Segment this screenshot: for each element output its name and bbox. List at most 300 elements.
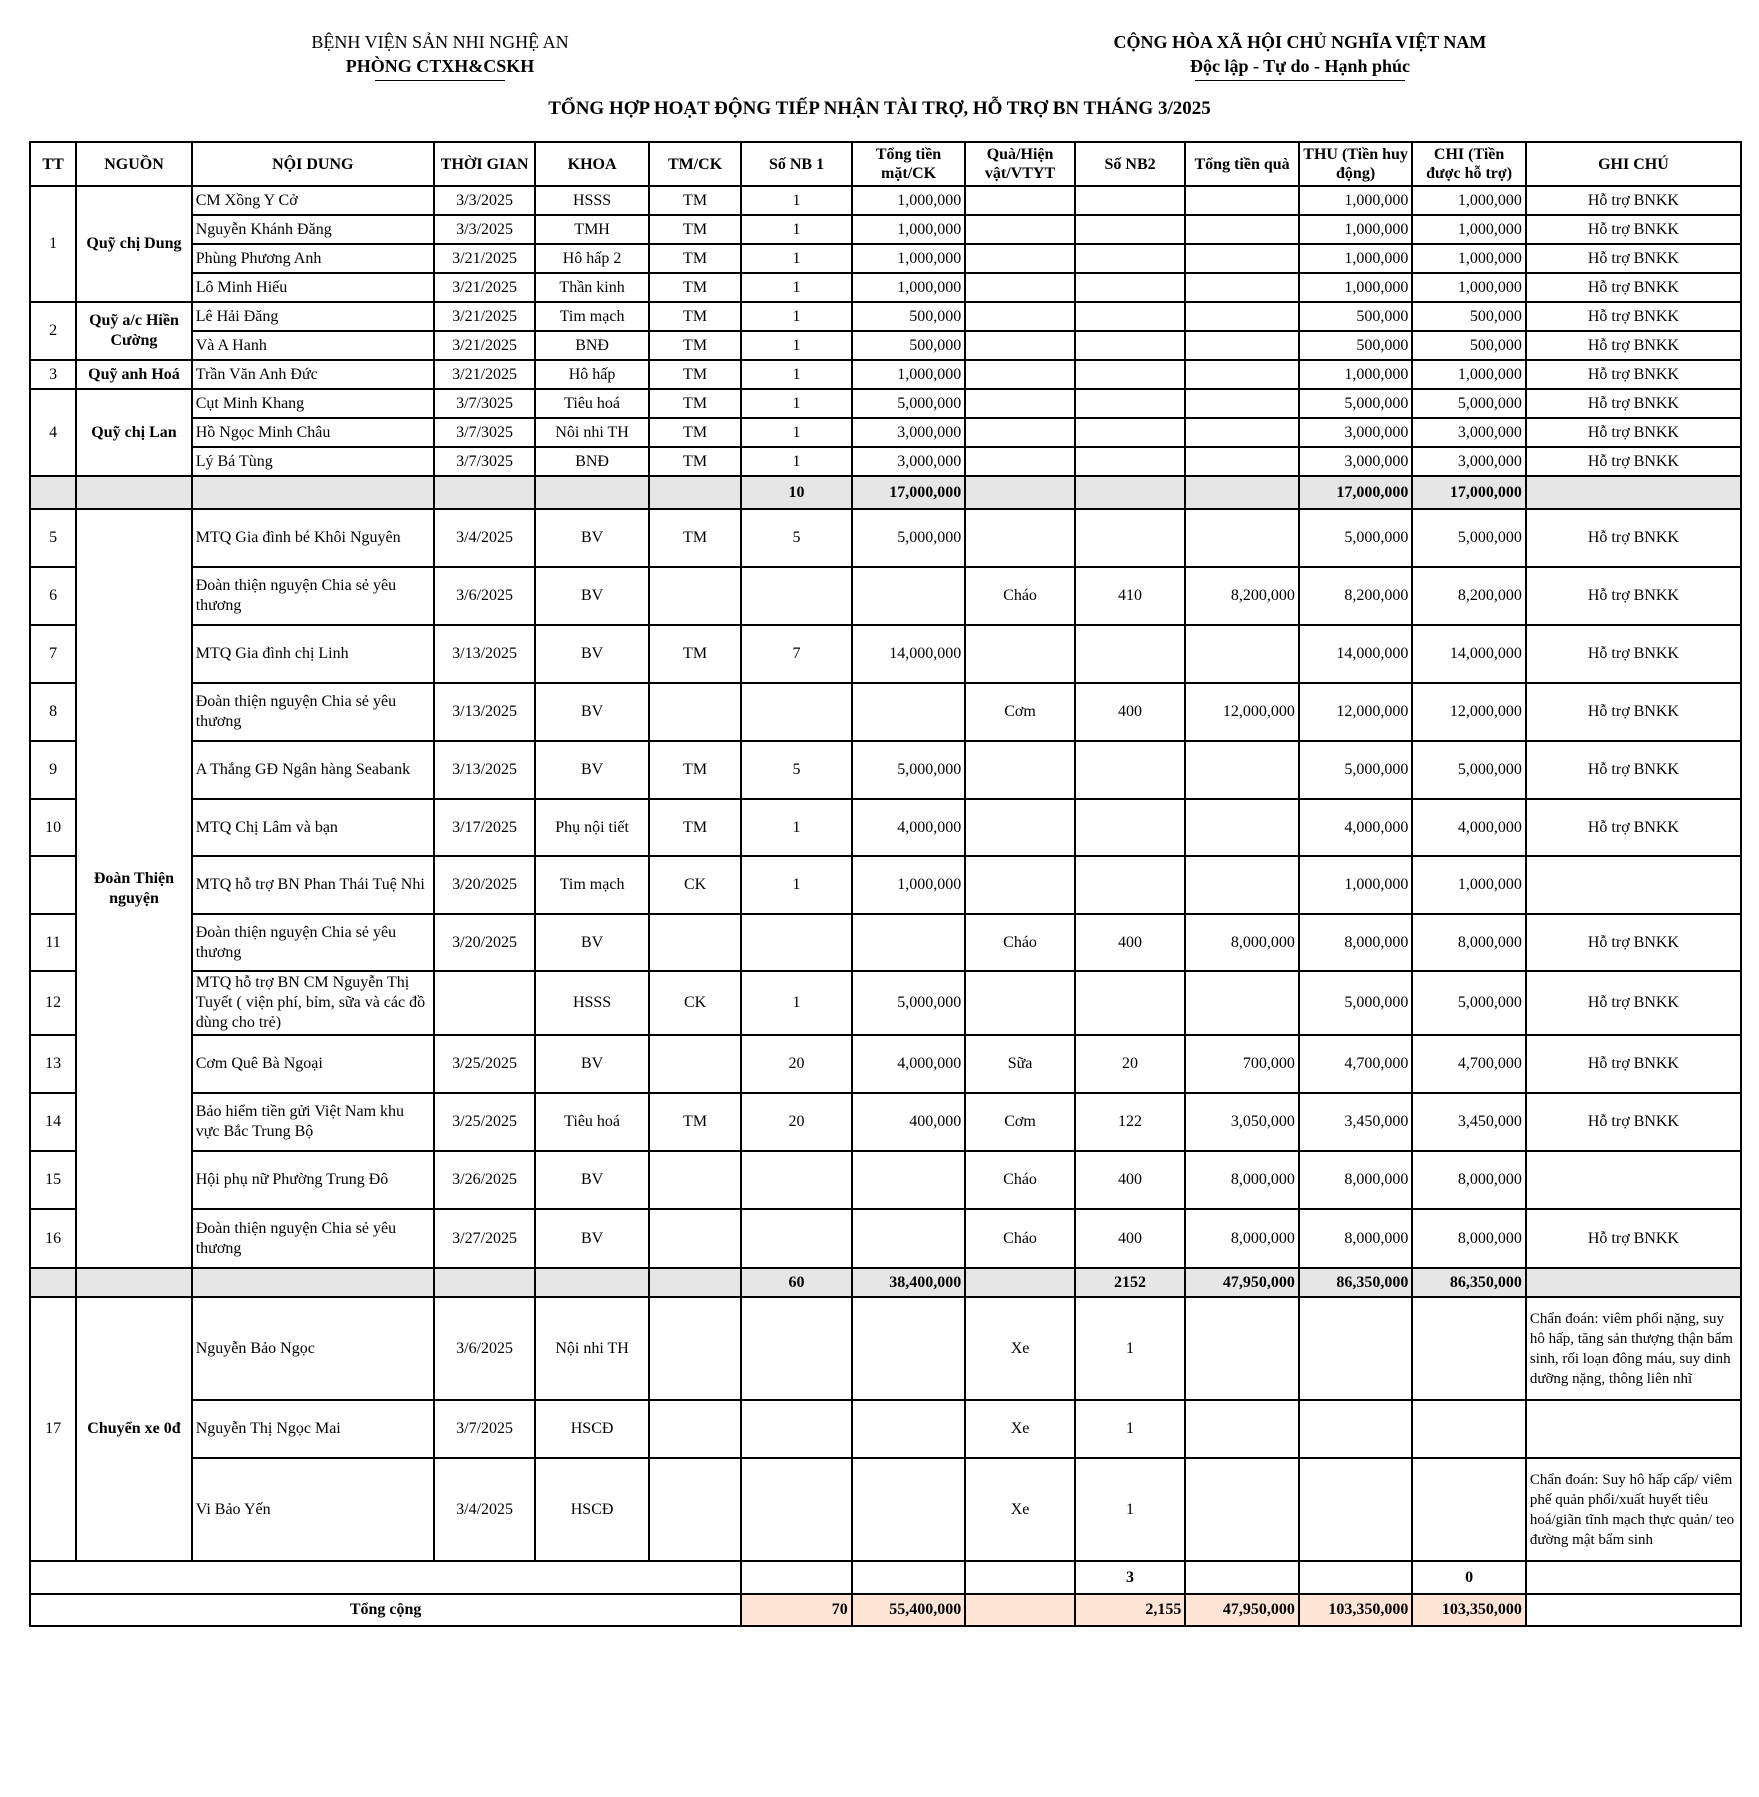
dept-cell: Tim mạch xyxy=(535,856,649,914)
giftval-cell: 8,000,000 xyxy=(1185,1151,1299,1209)
nb1-cell: 1 xyxy=(741,186,852,215)
nb1-cell: 1 xyxy=(741,447,852,476)
tmck-cell xyxy=(649,1458,741,1561)
dept-cell: BNĐ xyxy=(535,447,649,476)
group3-body xyxy=(30,1297,1741,1626)
thu-cell: 8,000,000 xyxy=(1299,1209,1413,1268)
giftval-cell xyxy=(1185,360,1299,389)
empty-cell xyxy=(965,1561,1075,1594)
grand-total-thu: 103,350,000 xyxy=(1299,1594,1413,1626)
empty-cell xyxy=(1526,1594,1741,1626)
empty-cell xyxy=(965,1594,1075,1626)
note-cell: Hỗ trợ BNKK xyxy=(1526,1093,1741,1151)
note-cell: Hỗ trợ BNKK xyxy=(1526,914,1741,971)
empty-cell xyxy=(434,1268,535,1297)
col-nb1: Số NB 1 xyxy=(741,142,852,186)
chi-cell: 500,000 xyxy=(1412,302,1526,331)
nb1-cell: 5 xyxy=(741,741,852,799)
content-cell: Lê Hải Đăng xyxy=(192,302,434,331)
col-chi: CHI (Tiền được hỗ trợ) xyxy=(1412,142,1526,186)
time-cell: 3/21/2025 xyxy=(434,360,535,389)
tt-cell: 7 xyxy=(30,625,76,683)
org-header xyxy=(230,30,650,81)
cash-cell: 14,000,000 xyxy=(852,625,966,683)
grand-total-giftval: 47,950,000 xyxy=(1185,1594,1299,1626)
cash-cell: 1,000,000 xyxy=(852,244,966,273)
chi-cell: 12,000,000 xyxy=(1412,683,1526,741)
nb1-cell xyxy=(741,1209,852,1268)
col-content: NỘI DUNG xyxy=(192,142,434,186)
time-cell: 3/27/2025 xyxy=(434,1209,535,1268)
cash-cell: 3,000,000 xyxy=(852,418,966,447)
giftval-cell: 700,000 xyxy=(1185,1035,1299,1093)
nb1-cell xyxy=(741,1400,852,1458)
empty-cell xyxy=(30,1561,741,1594)
chi-cell: 5,000,000 xyxy=(1412,509,1526,567)
thu-cell: 12,000,000 xyxy=(1299,683,1413,741)
nb1-cell xyxy=(741,1458,852,1561)
time-cell xyxy=(434,971,535,1035)
tt-cell: 5 xyxy=(30,509,76,567)
giftval-cell xyxy=(1185,244,1299,273)
tmck-cell xyxy=(649,1035,741,1093)
giftval-cell xyxy=(1185,1400,1299,1458)
note-cell: Hỗ trợ BNKK xyxy=(1526,567,1741,625)
table-header xyxy=(30,142,1741,186)
col-note: GHI CHÚ xyxy=(1526,142,1741,186)
content-cell: Đoàn thiện nguyện Chia sẻ yêu thương xyxy=(192,683,434,741)
time-cell: 3/7/2025 xyxy=(434,1400,535,1458)
time-cell: 3/4/2025 xyxy=(434,1458,535,1561)
gift-cell xyxy=(965,856,1075,914)
giftval-cell xyxy=(1185,1297,1299,1400)
gift-cell: Cháo xyxy=(965,1209,1075,1268)
nb2-cell xyxy=(1075,244,1186,273)
note-cell: Hỗ trợ BNKK xyxy=(1526,389,1741,418)
cash-cell: 400,000 xyxy=(852,1093,966,1151)
tt-cell: 13 xyxy=(30,1035,76,1093)
content-cell: MTQ hỗ trợ BN CM Nguyễn Thị Tuyết ( viện phí, bỉm, sữa và các đồ dùng cho trẻ) xyxy=(192,971,434,1035)
table-row xyxy=(30,1093,1741,1151)
gift-cell xyxy=(965,273,1075,302)
cash-cell xyxy=(852,567,966,625)
cash-cell: 5,000,000 xyxy=(852,389,966,418)
tmck-cell: TM xyxy=(649,244,741,273)
giftval-cell xyxy=(1185,856,1299,914)
note-cell: Hỗ trợ BNKK xyxy=(1526,971,1741,1035)
empty-cell xyxy=(535,476,649,509)
time-cell: 3/6/2025 xyxy=(434,567,535,625)
tt-cell: 6 xyxy=(30,567,76,625)
giftval-cell xyxy=(1185,302,1299,331)
time-cell: 3/4/2025 xyxy=(434,509,535,567)
chi-cell: 8,000,000 xyxy=(1412,914,1526,971)
nb2-cell xyxy=(1075,389,1186,418)
col-tmck: TM/CK xyxy=(649,142,741,186)
giftval-cell xyxy=(1185,625,1299,683)
dept-cell: HSCĐ xyxy=(535,1400,649,1458)
dept-cell: Thần kinh xyxy=(535,273,649,302)
gift-cell: Cháo xyxy=(965,567,1075,625)
cash-cell xyxy=(852,1297,966,1400)
empty-cell xyxy=(30,1268,76,1297)
tmck-cell: TM xyxy=(649,799,741,856)
tt-cell: 1 xyxy=(30,186,76,302)
dept-cell: BV xyxy=(535,1209,649,1268)
dept-cell: BV xyxy=(535,1035,649,1093)
tt-cell: 14 xyxy=(30,1093,76,1151)
giftval-cell xyxy=(1185,389,1299,418)
note-cell: Hỗ trợ BNKK xyxy=(1526,360,1741,389)
content-cell: MTQ Gia đình chị Linh xyxy=(192,625,434,683)
group2-body xyxy=(30,509,1741,1297)
gift-cell xyxy=(965,244,1075,273)
thu-cell: 500,000 xyxy=(1299,302,1413,331)
thu-cell xyxy=(1299,1297,1413,1400)
tmck-cell: TM xyxy=(649,625,741,683)
note-cell: Chẩn đoán: Suy hô hấp cấp/ viêm phế quản phổi/xuất huyết tiêu hoá/giãn tĩnh mạch thực quản/ teo đường mật bẩm sinh xyxy=(1526,1458,1741,1561)
subtotal-row xyxy=(30,476,1741,509)
dept-cell: BV xyxy=(535,914,649,971)
giftval-cell xyxy=(1185,215,1299,244)
gift-cell xyxy=(965,215,1075,244)
dept-cell: BNĐ xyxy=(535,331,649,360)
giftval-cell xyxy=(1185,509,1299,567)
nb1-cell xyxy=(741,683,852,741)
time-cell: 3/17/2025 xyxy=(434,799,535,856)
giftval-cell xyxy=(1185,447,1299,476)
nb1-cell: 20 xyxy=(741,1035,852,1093)
nb1-cell: 1 xyxy=(741,418,852,447)
subtotal-cash: 38,400,000 xyxy=(852,1268,966,1297)
gift-cell xyxy=(965,302,1075,331)
thu-cell: 5,000,000 xyxy=(1299,389,1413,418)
note-cell xyxy=(1526,856,1741,914)
content-cell: Vi Bảo Yến xyxy=(192,1458,434,1561)
nb2-cell xyxy=(1075,360,1186,389)
note-cell: Hỗ trợ BNKK xyxy=(1526,302,1741,331)
tt-cell: 15 xyxy=(30,1151,76,1209)
empty-cell xyxy=(192,476,434,509)
nb2-cell: 1 xyxy=(1075,1400,1186,1458)
note-cell: Hỗ trợ BNKK xyxy=(1526,509,1741,567)
nb1-cell: 1 xyxy=(741,244,852,273)
content-cell: Đoàn thiện nguyện Chia sẻ yêu thương xyxy=(192,914,434,971)
chi-cell: 1,000,000 xyxy=(1412,273,1526,302)
giftval-cell xyxy=(1185,186,1299,215)
nb2-cell: 400 xyxy=(1075,1209,1186,1268)
nb2-cell: 20 xyxy=(1075,1035,1186,1093)
org-name: BỆNH VIỆN SẢN NHI NGHỆ AN xyxy=(311,32,569,52)
giftval-cell: 3,050,000 xyxy=(1185,1093,1299,1151)
content-cell: MTQ Chị Lâm và bạn xyxy=(192,799,434,856)
table-row xyxy=(30,1209,1741,1268)
giftval-cell xyxy=(1185,273,1299,302)
table-row xyxy=(30,625,1741,683)
content-cell: Đoàn thiện nguyện Chia sẻ yêu thương xyxy=(192,1209,434,1268)
cash-cell: 1,000,000 xyxy=(852,215,966,244)
chi-cell: 4,700,000 xyxy=(1412,1035,1526,1093)
tmck-cell xyxy=(649,1209,741,1268)
note-cell: Hỗ trợ BNKK xyxy=(1526,683,1741,741)
subtotal-row xyxy=(30,1561,1741,1594)
empty-cell xyxy=(535,1268,649,1297)
dept-cell: Nôi nhi TH xyxy=(535,418,649,447)
empty-cell xyxy=(965,1268,1075,1297)
table-row xyxy=(30,741,1741,799)
nb1-cell xyxy=(741,1297,852,1400)
chi-cell: 3,000,000 xyxy=(1412,447,1526,476)
chi-cell: 8,200,000 xyxy=(1412,567,1526,625)
note-cell xyxy=(1526,1151,1741,1209)
table-row xyxy=(30,273,1741,302)
thu-cell: 1,000,000 xyxy=(1299,360,1413,389)
time-cell: 3/20/2025 xyxy=(434,856,535,914)
content-cell: Phùng Phương Anh xyxy=(192,244,434,273)
cash-cell xyxy=(852,1209,966,1268)
tt-cell: 12 xyxy=(30,971,76,1035)
subtotal-nb2: 2152 xyxy=(1075,1268,1186,1297)
gift-cell xyxy=(965,389,1075,418)
source-cell: Quỹ chị Dung xyxy=(76,186,192,302)
col-cash: Tổng tiền mặt/CK xyxy=(852,142,966,186)
dept-cell: BV xyxy=(535,741,649,799)
thu-cell: 3,000,000 xyxy=(1299,447,1413,476)
content-cell: MTQ hỗ trợ BN Phan Thái Tuệ Nhi xyxy=(192,856,434,914)
giftval-cell xyxy=(1185,971,1299,1035)
subtotal-giftval: 47,950,000 xyxy=(1185,1268,1299,1297)
empty-cell xyxy=(434,476,535,509)
nb1-cell: 1 xyxy=(741,331,852,360)
empty-cell xyxy=(852,1561,966,1594)
grand-total-nb2: 2,155 xyxy=(1075,1594,1186,1626)
tt-cell: 10 xyxy=(30,799,76,856)
thu-cell: 1,000,000 xyxy=(1299,215,1413,244)
tmck-cell: TM xyxy=(649,1093,741,1151)
table-row xyxy=(30,389,1741,418)
nb2-cell xyxy=(1075,273,1186,302)
col-time: THỜI GIAN xyxy=(434,142,535,186)
gift-cell: Cơm xyxy=(965,1093,1075,1151)
giftval-cell xyxy=(1185,1458,1299,1561)
content-cell: Hồ Ngọc Minh Châu xyxy=(192,418,434,447)
thu-cell: 3,450,000 xyxy=(1299,1093,1413,1151)
subtotal-thu: 17,000,000 xyxy=(1299,476,1413,509)
nb1-cell xyxy=(741,567,852,625)
content-cell: Nguyễn Khánh Đăng xyxy=(192,215,434,244)
header-row xyxy=(30,142,1741,186)
col-nb2: Số NB2 xyxy=(1075,142,1186,186)
empty-cell xyxy=(1299,1561,1413,1594)
dept-cell: Tiêu hoá xyxy=(535,1093,649,1151)
note-cell: Hỗ trợ BNKK xyxy=(1526,1035,1741,1093)
source-cell: Đoàn Thiện nguyện xyxy=(76,509,192,1268)
subtotal-cash: 17,000,000 xyxy=(852,476,966,509)
tt-cell: 17 xyxy=(30,1297,76,1561)
cash-cell xyxy=(852,683,966,741)
nb2-cell xyxy=(1075,625,1186,683)
giftval-cell xyxy=(1185,418,1299,447)
dept-cell: Phụ nội tiết xyxy=(535,799,649,856)
gift-cell: Xe xyxy=(965,1400,1075,1458)
nb1-cell: 7 xyxy=(741,625,852,683)
chi-cell: 5,000,000 xyxy=(1412,741,1526,799)
content-cell: Trần Văn Anh Đức xyxy=(192,360,434,389)
nb1-cell: 1 xyxy=(741,302,852,331)
chi-cell: 5,000,000 xyxy=(1412,971,1526,1035)
time-cell: 3/13/2025 xyxy=(434,683,535,741)
dept-cell: HSSS xyxy=(535,971,649,1035)
gift-cell xyxy=(965,447,1075,476)
table-row xyxy=(30,1297,1741,1400)
nb1-cell: 1 xyxy=(741,971,852,1035)
cash-cell xyxy=(852,1151,966,1209)
subtotal-nb2: 3 xyxy=(1075,1561,1186,1594)
gift-cell xyxy=(965,186,1075,215)
nb2-cell xyxy=(1075,509,1186,567)
tmck-cell: TM xyxy=(649,186,741,215)
time-cell: 3/7/3025 xyxy=(434,447,535,476)
tmck-cell xyxy=(649,567,741,625)
tmck-cell xyxy=(649,914,741,971)
note-cell: Hỗ trợ BNKK xyxy=(1526,273,1741,302)
thu-cell: 1,000,000 xyxy=(1299,186,1413,215)
chi-cell: 1,000,000 xyxy=(1412,360,1526,389)
thu-cell: 1,000,000 xyxy=(1299,273,1413,302)
thu-cell: 14,000,000 xyxy=(1299,625,1413,683)
tt-cell: 4 xyxy=(30,389,76,476)
cash-cell: 4,000,000 xyxy=(852,799,966,856)
time-cell: 3/21/2025 xyxy=(434,302,535,331)
col-gift: Quà/Hiện vật/VTYT xyxy=(965,142,1075,186)
nation-header xyxy=(1060,30,1540,81)
tt-cell: 9 xyxy=(30,741,76,799)
empty-cell xyxy=(1185,1561,1299,1594)
cash-cell xyxy=(852,1400,966,1458)
cash-cell: 500,000 xyxy=(852,331,966,360)
giftval-cell: 8,200,000 xyxy=(1185,567,1299,625)
content-cell: Nguyễn Bảo Ngọc xyxy=(192,1297,434,1400)
nb2-cell: 410 xyxy=(1075,567,1186,625)
tt-cell xyxy=(30,856,76,914)
thu-cell: 8,000,000 xyxy=(1299,914,1413,971)
nb1-cell xyxy=(741,1151,852,1209)
chi-cell: 4,000,000 xyxy=(1412,799,1526,856)
dept-underline xyxy=(375,80,505,81)
thu-cell: 8,000,000 xyxy=(1299,1151,1413,1209)
note-cell: Hỗ trợ BNKK xyxy=(1526,741,1741,799)
giftval-cell xyxy=(1185,331,1299,360)
nation-motto: Độc lập - Tự do - Hạnh phúc xyxy=(1189,56,1411,76)
document-title: TỔNG HỢP HOẠT ĐỘNG TIẾP NHẬN TÀI TRỢ, HỖ TRỢ BN THÁNG 3/2025 xyxy=(548,98,1211,119)
tmck-cell: TM xyxy=(649,389,741,418)
cash-cell: 5,000,000 xyxy=(852,741,966,799)
col-thu: THU (Tiền huy động) xyxy=(1299,142,1413,186)
time-cell: 3/7/3025 xyxy=(434,418,535,447)
nb1-cell: 1 xyxy=(741,389,852,418)
table-row xyxy=(30,215,1741,244)
time-cell: 3/21/2025 xyxy=(434,244,535,273)
chi-cell: 8,000,000 xyxy=(1412,1209,1526,1268)
table-row xyxy=(30,799,1741,856)
gift-cell xyxy=(965,625,1075,683)
col-dept: KHOA xyxy=(535,142,649,186)
nb2-cell xyxy=(1075,447,1186,476)
time-cell: 3/3/2025 xyxy=(434,186,535,215)
nb2-cell xyxy=(1075,741,1186,799)
gift-cell xyxy=(965,331,1075,360)
nb1-cell: 1 xyxy=(741,856,852,914)
note-cell: Hỗ trợ BNKK xyxy=(1526,418,1741,447)
gift-cell: Xe xyxy=(965,1458,1075,1561)
content-cell: MTQ Gia đình bé Khôi Nguyên xyxy=(192,509,434,567)
note-cell xyxy=(1526,1400,1741,1458)
cash-cell: 5,000,000 xyxy=(852,971,966,1035)
empty-cell xyxy=(649,1268,741,1297)
note-cell: Hỗ trợ BNKK xyxy=(1526,244,1741,273)
thu-cell: 500,000 xyxy=(1299,331,1413,360)
dept-cell: BV xyxy=(535,683,649,741)
nb1-cell: 1 xyxy=(741,360,852,389)
chi-cell: 1,000,000 xyxy=(1412,244,1526,273)
content-cell: Cụt Minh Khang xyxy=(192,389,434,418)
thu-cell: 1,000,000 xyxy=(1299,856,1413,914)
thu-cell xyxy=(1299,1400,1413,1458)
table-row xyxy=(30,360,1741,389)
table-row xyxy=(30,1400,1741,1458)
gift-cell: Cháo xyxy=(965,914,1075,971)
time-cell: 3/21/2025 xyxy=(434,273,535,302)
time-cell: 3/25/2025 xyxy=(434,1093,535,1151)
subtotal-thu: 86,350,000 xyxy=(1299,1268,1413,1297)
thu-cell: 8,200,000 xyxy=(1299,567,1413,625)
dept-cell: Tim mạch xyxy=(535,302,649,331)
dept-cell: Nội nhi TH xyxy=(535,1297,649,1400)
cash-cell: 4,000,000 xyxy=(852,1035,966,1093)
note-cell: Hỗ trợ BNKK xyxy=(1526,1209,1741,1268)
table-row xyxy=(30,244,1741,273)
subtotal-nb1: 60 xyxy=(741,1268,852,1297)
thu-cell xyxy=(1299,1458,1413,1561)
nb2-cell: 1 xyxy=(1075,1458,1186,1561)
nb2-cell xyxy=(1075,186,1186,215)
cash-cell: 500,000 xyxy=(852,302,966,331)
time-cell: 3/21/2025 xyxy=(434,331,535,360)
dept-cell: Hô hấp xyxy=(535,360,649,389)
empty-cell xyxy=(30,476,76,509)
empty-cell xyxy=(1526,1561,1741,1594)
grand-total-cash: 55,400,000 xyxy=(852,1594,966,1626)
time-cell: 3/6/2025 xyxy=(434,1297,535,1400)
nb2-cell: 400 xyxy=(1075,1151,1186,1209)
cash-cell xyxy=(852,1458,966,1561)
thu-cell: 4,000,000 xyxy=(1299,799,1413,856)
tmck-cell: TM xyxy=(649,741,741,799)
summary-table xyxy=(29,141,1742,1627)
source-cell: Quỹ a/c Hiền Cường xyxy=(76,302,192,360)
table-row xyxy=(30,331,1741,360)
empty-cell xyxy=(192,1268,434,1297)
tt-cell: 11 xyxy=(30,914,76,971)
subtotal-chi: 17,000,000 xyxy=(1412,476,1526,509)
content-cell: Lý Bá Tùng xyxy=(192,447,434,476)
tt-cell: 3 xyxy=(30,360,76,389)
dept-cell: Hô hấp 2 xyxy=(535,244,649,273)
empty-cell xyxy=(1526,1268,1741,1297)
nb1-cell: 20 xyxy=(741,1093,852,1151)
tt-cell: 8 xyxy=(30,683,76,741)
thu-cell: 1,000,000 xyxy=(1299,244,1413,273)
